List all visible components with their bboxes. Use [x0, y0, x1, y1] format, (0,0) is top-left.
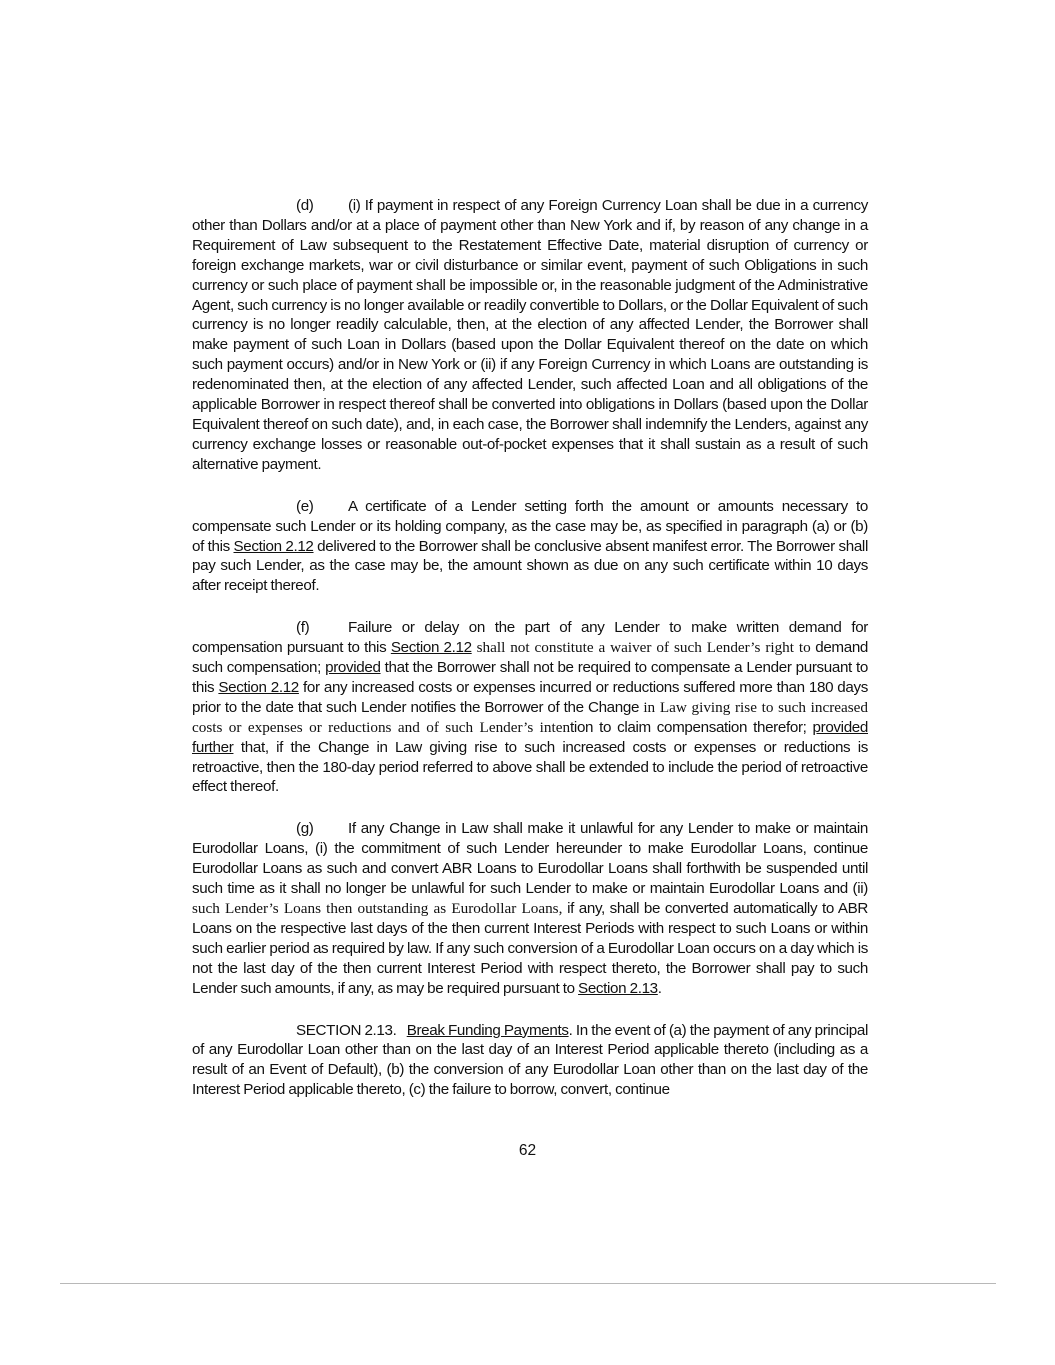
paragraph-f-text: that, if the Change in Law giving rise to such increased costs or expenses or reductions is retroactive, then the 180-day period referred to above shall be extended to include the period of retroactive effect thereof. [192, 738, 868, 796]
paragraph-label-f: (f) [296, 619, 310, 637]
section-reference-link: Section 2.12 [218, 678, 299, 696]
paragraph-f-text: Failure or delay on the part of any Lender to make written demand for compensation pursuant to this [192, 619, 868, 657]
further-term: further [192, 738, 234, 756]
paragraph-label-e: (e) [296, 497, 314, 515]
paragraph-label-g: (g) [296, 820, 314, 838]
section-heading: Break Funding Payments [406, 1021, 569, 1039]
paragraph-label-d: (d) [296, 197, 314, 214]
paragraph-d-text: (i) If payment in respect of any Foreign Currency Loan shall be due in a currency other than Dollars and/or at a place of payment other than New York and if, by reason of any change in a Requirement of Law subsequent to the Restatement Effective Date, material disruption of currency or foreign exchange markets, war or civil disturbance or similar event, payment of such Obligations in such currency or such place of payment shall be impossible or, in the reasonable judgment of the Administrative Agent, such currency is no longer available or readily convertible to Dollars, or the Dollar Equivalent of such currency is no longer readily calculable, then, at the election of any affected Lender, the Borrower shall make payment of such Loan in Dollars (based upon the Dollar Equivalent thereof on the date on which such payment occurs) and/or in New York or (ii) if any Foreign Currency in which Loans are outstanding is redenominated then, at the election of any affected Lender, such affected Loan and all obligations of the applicable Borrower in respect thereof shall be converted into obligations in Dollars (based upon the Dollar Equivalent thereof on such date), and, in each case, the Borrower shall indemnify the Lenders, against any currency exchange losses or reasonable out-of-pocket expenses that it shall sustain as a result of such alternative payment. [192, 197, 868, 473]
paragraph-g-text: such Lender’s Loans then outstanding as Eurodollar Loans, [192, 900, 563, 917]
paragraph-e-text: A certificate of a Lender setting forth the amount or amounts necessary to compensate such Lender or its holding company, as the case may be, as specified in paragraph (a) or (b) of this [192, 497, 868, 555]
paragraph-g-text: . [657, 979, 662, 997]
paragraph-f-text: shall not constitute a waiver of such Lender’s right to [471, 639, 811, 657]
paragraph-g-text: If any Change in Law shall make it unlawful for any Lender to make or maintain Eurodollar Loans, (i) the commitment of such Lender hereunder to make Eurodollar Loans, continue Eurodollar Loans as such and convert ABR Loans to Eurodollar Loans shall forthwith be suspended until such time as it shall no longer be unlawful for such Lender to make or maintain Eurodollar Loans and (ii) [192, 820, 868, 898]
section-number: SECTION 2.13. [296, 1021, 397, 1039]
page-number: 62 [518, 1142, 537, 1159]
section-2-13 [192, 1021, 868, 1101]
paragraph-e [192, 497, 868, 597]
paragraph-g [192, 819, 868, 998]
paragraph-f [192, 618, 868, 797]
paragraph-e-text: delivered to the Borrower shall be conclusive absent manifest error. The Borrower shall pay such Lender, as the case may be, the amount shown as due on any such certificate within 10 days after receipt thereof. [192, 537, 868, 595]
paragraph-f-text: that the Borrower shall not be required to compensate a Lender pursuant to this [192, 659, 868, 696]
paragraph-g-text: if any, shall be converted automatically to ABR Loans on the respective last days of the then current Interest Periods with respect to such Loans or within such earlier period as required by law. If any such conversion of a Eurodollar Loan occurs on a day which is not the last day of the then current Interest Period with respect thereto, the Borrower shall pay to such Lender such amounts, if any, as may be required pursuant to [192, 900, 868, 997]
section-2-13-text: . In the event of (a) the payment of any principal of any Eurodollar Loan other than on the last day of an Interest Period applicable thereto (including as a result of an Event of Default), (b) the conversion of any Eurodollar Loan other than on the last day of the Interest Period applicable thereto, (c) the failure to borrow, convert, continue [192, 1021, 869, 1099]
paragraph-f-text: demand such compensation; [192, 639, 869, 677]
paragraph-d [192, 196, 868, 475]
section-reference-link: Section 2.12 [390, 639, 472, 657]
section-reference-link: Section 2.13 [578, 979, 658, 997]
document-body [192, 196, 868, 1122]
section-reference-link: Section 2.12 [233, 537, 314, 555]
paragraph-f-text: tion to claim compensation therefor; [570, 718, 813, 736]
paragraph-f-text: in Law giving rise to such increased costs or expenses or reductions and of such Lender’s inten [192, 698, 868, 736]
footer-divider [60, 1283, 996, 1284]
provided-term: provided [325, 659, 381, 677]
provided-term: provided [812, 718, 868, 736]
paragraph-f-text: for any increased costs or expenses incurred or reductions suffered more than 180 days prior to the date that such Lender notifies the Borrower of the Change [192, 678, 868, 716]
